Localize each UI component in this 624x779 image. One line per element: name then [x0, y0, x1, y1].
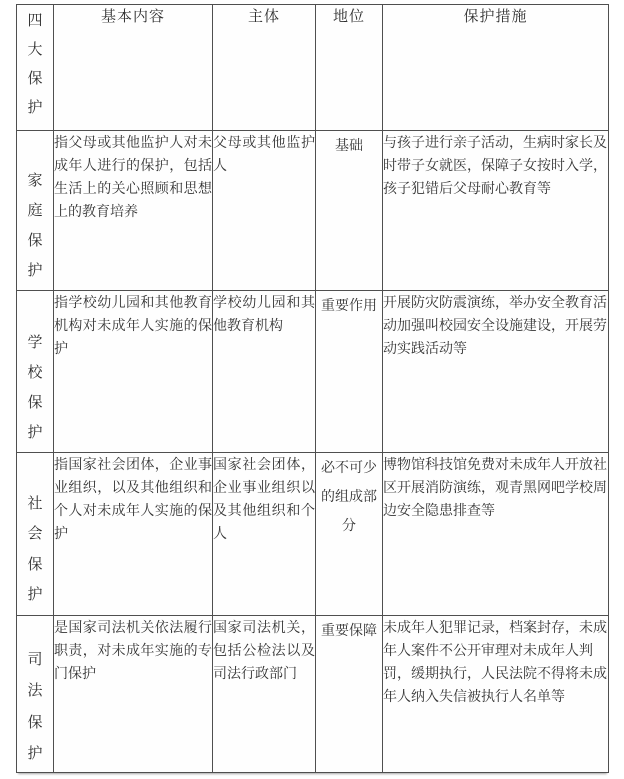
header-cell-four-protections	[17, 5, 54, 131]
row-label-cell	[17, 131, 54, 291]
cell-content-social: 指国家社会团体，企业事业组织，以及其他组织和个人对未成年人实施的保护	[54, 453, 213, 616]
vertical-label-social-protection: 社 会 保 护	[27, 495, 43, 603]
cell-subject-social: 国家社会团体，企业事业组织以及其他组织和个人	[213, 453, 316, 616]
cell-content-school: 指学校幼儿园和其他教育机构对未成年人实施的保护	[54, 291, 213, 453]
cell-status-family: 基础	[316, 131, 383, 291]
cell-status-social: 必不可少的组成部分	[316, 453, 383, 616]
header-cell-basic-content: 基本内容	[54, 5, 213, 131]
row-label-cell	[17, 453, 54, 616]
cell-status-judicial: 重要保障	[316, 616, 383, 773]
cell-measures-family: 与孩子进行亲子活动，生病时家长及时带子女就医，保障子女按时入学，孩子犯错后父母耐心教育等	[383, 131, 609, 291]
table-row-family-protection	[17, 131, 609, 291]
header-row	[17, 5, 609, 131]
row-label-cell	[17, 291, 54, 453]
vertical-label-judicial-protection: 司 法 保 护	[27, 651, 43, 762]
cell-measures-social: 博物馆科技馆免费对未成年人开放社区开展消防演练，观青黑网吧学校周边安全隐患排查等	[383, 453, 609, 616]
cell-status-school: 重要作用	[316, 291, 383, 453]
header-cell-status: 地位	[316, 5, 383, 131]
vertical-label-family-protection: 家 庭 保 护	[27, 172, 43, 279]
cell-content-judicial: 是国家司法机关依法履行职责，对未成年实施的专门保护	[54, 616, 213, 773]
header-cell-subject: 主体	[213, 5, 316, 131]
vertical-label-school-protection: 学 校 保 护	[27, 334, 43, 441]
cell-content-family: 指父母或其他监护人对未成年人进行的保护，包括生活上的关心照顾和思想上的教育培养	[54, 131, 213, 291]
cell-measures-judicial: 未成年人犯罪记录，档案封存，未成年人案件不公开审理对未成年人判罚，缓期执行，人民法院不得将未成年人纳入失信被执行人名单等	[383, 616, 609, 773]
row-label-cell	[17, 616, 54, 773]
vertical-label-four-protections: 四 大 保 护	[27, 12, 43, 116]
header-cell-measures: 保护措施	[383, 5, 609, 131]
table-row-school-protection	[17, 291, 609, 453]
cell-measures-school: 开展防灾防震演练，举办安全教育活动加强叫校园安全设施建设，开展劳动实践活动等	[383, 291, 609, 453]
cell-subject-school: 学校幼儿园和其他教育机构	[213, 291, 316, 453]
table-row-social-protection	[17, 453, 609, 616]
table-row-judicial-protection	[17, 616, 609, 773]
cell-subject-judicial: 国家司法机关，包括公检法以及司法行政部门	[213, 616, 316, 773]
cell-subject-family: 父母或其他监护人	[213, 131, 316, 291]
four-protections-table	[16, 4, 609, 773]
